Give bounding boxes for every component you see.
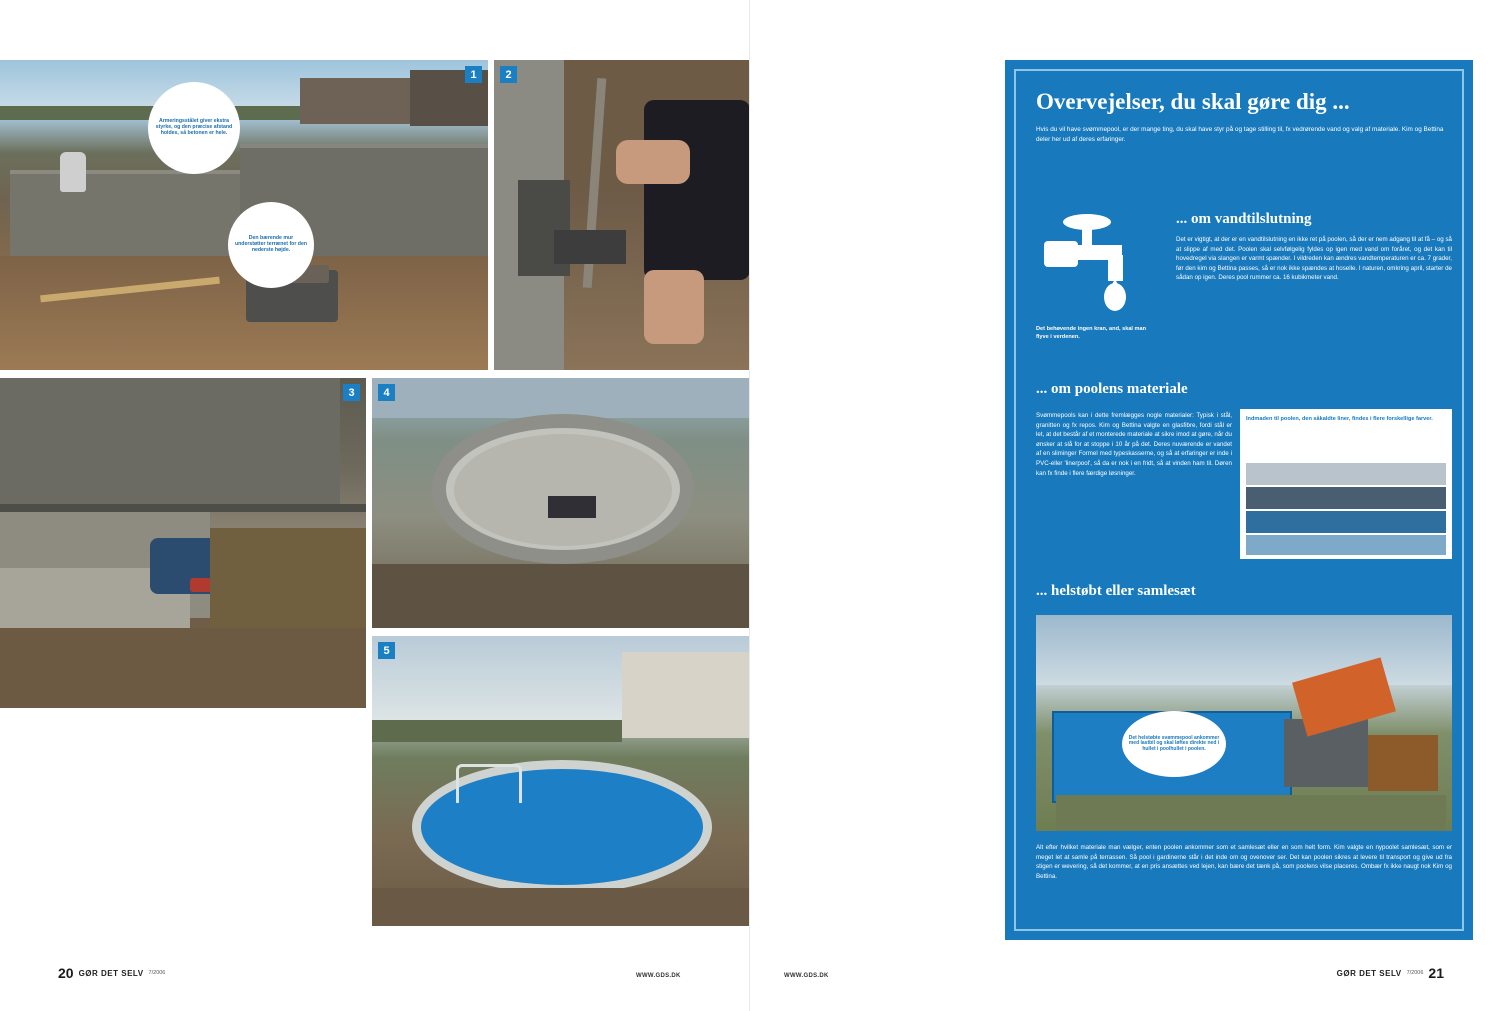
magazine-name-right: GØR DET SELV [1336, 968, 1402, 978]
sky [1036, 615, 1452, 685]
background-top [372, 378, 750, 418]
callout-bubble-3 [1122, 711, 1226, 777]
section-1-caption: Det behøvende ingen kran, and, skal man flyve i verdenen. [1036, 326, 1147, 341]
callout-1-text: Armeringsstålet giver ekstra styrke, og den præcise afstand holdes, så betonen er hele. [155, 118, 233, 136]
soil-border [372, 564, 750, 628]
lawn [1056, 795, 1446, 831]
hedge [372, 720, 622, 742]
section-1-text: Det er vigtigt, at der er en vandtilslutning en ikke ret på poolen, så der er nem adgang til at få – og så at slippe af med det. Poolen skal selvfølgelig fyldes op igen med vand om foråret, og det kan til hovedregel via slangen er varmt spænder. I vildreden kan ændres vandtemperaturen er ca. 7 grader, før den kim og Bettina passes, så er nok ikke spændes at hoselle. I naturen, omkring april, starter de sådan op igen. Deres pool rummer ca. 16 kubikmeter vand. [1176, 236, 1452, 282]
section-3-text: Alt efter hvilket materiale man vælger, enten poolen ankommer som et samlesæt eller en som helt form. Kim valgte en nypoolet samlesæt, som er meget let at samle på terrassen. Så pool i gardinerne står i det inde om og ovenover ser. Det kan poolen sikres at levere til transport og give ud fra stigen er wevering, så det kommer, at en pris ansættes ved lejen, kan bære det tænk på, som poolens vilse placeres. Ombær fx ikke naugt nok Kim og Bettina. [1036, 844, 1452, 880]
liner-swatch-4 [1246, 535, 1446, 555]
person-arm-sleeve [644, 100, 750, 280]
ground-strip [372, 888, 750, 926]
building [300, 78, 410, 124]
section-3-title: ... helstøbt eller samlesæt [1036, 583, 1196, 599]
photo-badge-2: 2 [500, 66, 517, 83]
equipment-box [548, 496, 596, 518]
website-url-left: WWW.GDS.DK [636, 973, 681, 979]
website-url-right: WWW.GDS.DK [784, 973, 829, 979]
faucet-icon [1036, 211, 1156, 321]
section-1-title: ... om vandtilslutning [1176, 211, 1312, 227]
photo-badge-3: 3 [343, 384, 360, 401]
panel-title: Overvejelser, du skal gøre dig ... [1036, 89, 1350, 114]
photo-pool-shell-assembly [372, 378, 750, 628]
callout-bubble-2 [228, 202, 314, 288]
section-2-caption: Indmaden til poolen, den såkaldte liner, findes i flere forskellige farver. [1246, 416, 1433, 422]
hand [616, 140, 690, 184]
tool-block [554, 230, 626, 264]
photo-concrete-foundation [0, 378, 366, 708]
section-2-title: ... om poolens materiale [1036, 381, 1188, 397]
folio-right [1337, 965, 1444, 981]
pool-ladder [456, 764, 522, 803]
issue-left: 7/2006 [148, 970, 166, 976]
section-2-text: Svømmepools kan i dette fremlægges nogle materialer: Typisk i stål, granitten og fx repos. Kim og Bettina valgte en glasfibre, fordi stål er let, at det består af et monterede materiale at sikre imod at gøre, når du ønsker at slå for at stoppe i 10 år på det. Deres nuværende er vandet af en sliminger Formel med typeskasserne, og så at erfaringer er inde i PVC-eller 'linerpool', så da er nok i en fridt, så at vinden ham til. Døren kan fx finde i flere færdige løsninger. [1036, 412, 1232, 477]
photo-badge-5: 5 [378, 642, 395, 659]
crane-body [1368, 735, 1438, 791]
folio-left [58, 965, 165, 981]
photo-badge-1: 1 [465, 66, 482, 83]
callout-bubble-1 [148, 82, 240, 174]
liner-swatch-1 [1246, 463, 1446, 485]
right-page [750, 0, 1500, 1011]
considerations-panel [1005, 60, 1473, 940]
pool-floor [454, 434, 672, 546]
liner-swatch-2 [1246, 487, 1446, 509]
photo-rebar-in-wall [494, 60, 750, 370]
photo-badge-4: 4 [378, 384, 395, 401]
soil-foreground [0, 628, 366, 708]
section-3-caption: Det helstøbte svømmepool ankommer med lastbil og skal løftes direkte ned i hullet i poolhullet i poolen. [1128, 734, 1220, 752]
callout-2-text: Den bærende mur understøtter terrænet for den nederste højde. [234, 235, 308, 253]
magazine-name-left: GØR DET SELV [78, 968, 144, 978]
page-number-right: 21 [1428, 965, 1444, 981]
photo-pool-delivery-truck [1036, 615, 1452, 831]
panel-intro: Hvis du vil have svømmepool, er der mange ting, du skal have styr på og tage stilling til, fx vedrørende vand og valg af materiale. Kim og Bettina deler her ud af deres erfaringer. [1036, 126, 1444, 143]
issue-right: 7/2006 [1406, 970, 1424, 976]
photo-liner-samples [1240, 409, 1452, 559]
person-worker [60, 152, 86, 192]
photo-support-wall-overview [0, 60, 488, 370]
forearm [644, 270, 704, 344]
house [622, 652, 750, 738]
wall-shadow [0, 504, 366, 512]
photo-finished-pool [372, 636, 750, 926]
page-number-left: 20 [58, 965, 74, 981]
liner-swatch-3 [1246, 511, 1446, 533]
block-wall-left [0, 378, 340, 508]
